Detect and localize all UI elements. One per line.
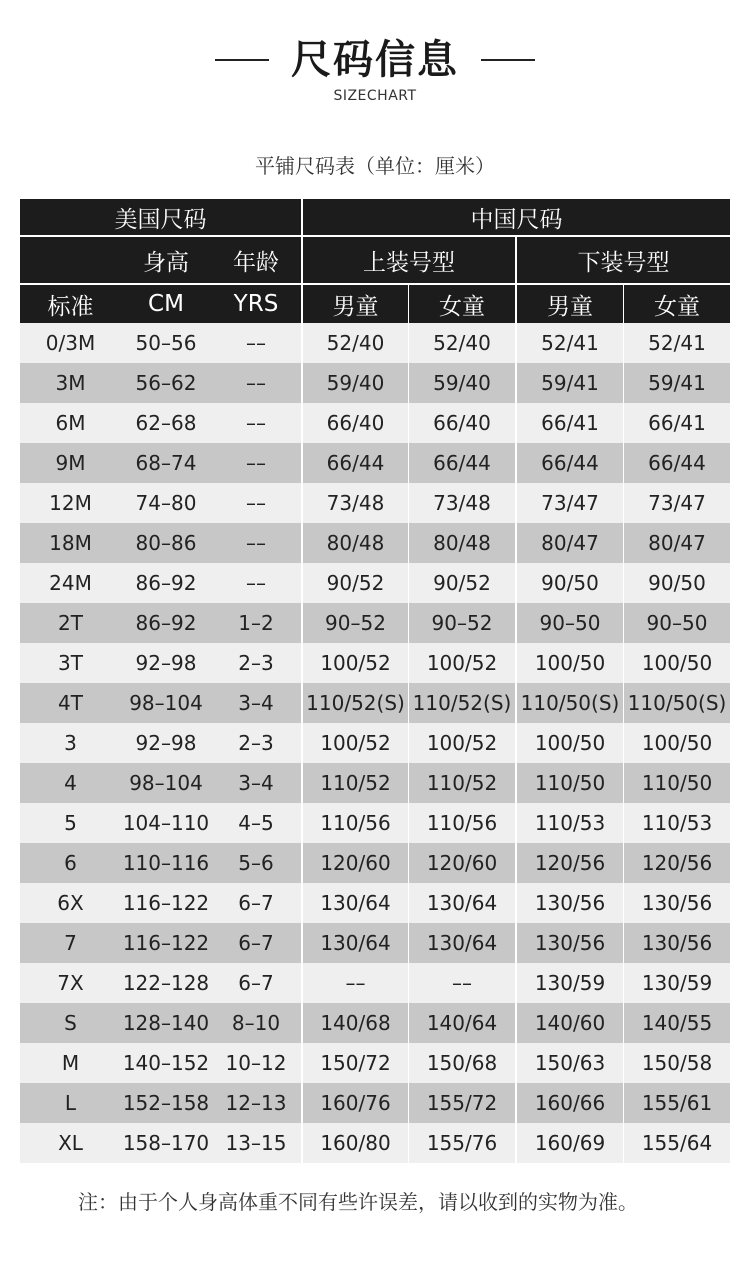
cell-bottom-boy: 80/47 — [515, 523, 623, 563]
cell-top-girl: 59/40 — [408, 363, 515, 403]
cell-bottom-boy: 52/41 — [515, 323, 623, 363]
header-age: 年龄 — [233, 249, 279, 276]
cell-age-yrs: 4–5 — [238, 811, 274, 835]
cell-height-cm: 110–116 — [122, 851, 210, 875]
cell-standard: 24M — [49, 571, 92, 595]
cell-age-yrs: 5–6 — [238, 851, 274, 875]
cell-bottom-girl: 155/61 — [623, 1083, 730, 1123]
cell-bottom-boy: 100/50 — [515, 643, 623, 683]
cell-standard: 3T — [58, 651, 83, 675]
cell-top-boy: 66/40 — [301, 403, 408, 443]
cell-top-girl: 130/64 — [408, 923, 515, 963]
table-row — [20, 963, 730, 1003]
table-row — [20, 643, 730, 683]
cell-age-yrs: 10–12 — [225, 1051, 287, 1075]
cell-bottom-boy: 110/53 — [515, 803, 623, 843]
cell-top-boy: 160/80 — [301, 1123, 408, 1163]
table-row — [20, 883, 730, 923]
cell-bottom-girl: 110/50 — [623, 763, 730, 803]
col-cm: CM — [148, 291, 184, 317]
cell-age-yrs: –– — [246, 491, 266, 515]
cell-bottom-boy: 90/50 — [515, 563, 623, 603]
table-row — [20, 843, 730, 883]
cell-top-girl: –– — [408, 963, 515, 1003]
cell-top-girl: 110/52(S) — [408, 683, 515, 723]
cell-top-boy: 110/56 — [301, 803, 408, 843]
cell-top-boy: 59/40 — [301, 363, 408, 403]
cell-top-boy: 120/60 — [301, 843, 408, 883]
cell-height-cm: 50–56 — [135, 331, 197, 355]
table-row — [20, 683, 730, 723]
cell-height-cm: 116–122 — [122, 931, 210, 955]
cell-height-cm: 74–80 — [135, 491, 197, 515]
cell-bottom-boy: 100/50 — [515, 723, 623, 763]
table-row — [20, 363, 730, 403]
cell-standard: 9M — [55, 451, 86, 475]
cell-top-girl: 130/64 — [408, 883, 515, 923]
col-bottom-boy: 男童 — [515, 285, 623, 323]
cell-bottom-girl: 100/50 — [623, 723, 730, 763]
cell-bottom-girl: 130/56 — [623, 923, 730, 963]
cell-top-boy: 66/44 — [301, 443, 408, 483]
cell-age-yrs: 6–7 — [238, 971, 274, 995]
cell-bottom-girl: 52/41 — [623, 323, 730, 363]
table-row — [20, 443, 730, 483]
cell-bottom-boy: 130/59 — [515, 963, 623, 1003]
header-top-type: 上装号型 — [301, 237, 515, 283]
cell-bottom-girl: 80/47 — [623, 523, 730, 563]
cell-top-girl: 66/40 — [408, 403, 515, 443]
cell-bottom-girl: 59/41 — [623, 363, 730, 403]
table-row — [20, 1083, 730, 1123]
cell-top-boy: –– — [301, 963, 408, 1003]
cell-bottom-girl: 100/50 — [623, 643, 730, 683]
cell-top-boy: 100/52 — [301, 723, 408, 763]
cell-standard: 6X — [57, 891, 84, 915]
cell-top-girl: 120/60 — [408, 843, 515, 883]
cell-bottom-girl: 130/59 — [623, 963, 730, 1003]
cell-bottom-girl: 140/55 — [623, 1003, 730, 1043]
cell-top-girl: 110/52 — [408, 763, 515, 803]
cell-age-yrs: –– — [246, 531, 266, 555]
cell-bottom-boy: 150/63 — [515, 1043, 623, 1083]
cell-top-girl: 110/56 — [408, 803, 515, 843]
cell-bottom-boy: 110/50 — [515, 763, 623, 803]
cell-top-boy: 90–52 — [301, 603, 408, 643]
cell-age-yrs: 2–3 — [238, 731, 274, 755]
cell-age-yrs: –– — [246, 411, 266, 435]
cell-bottom-girl: 90–50 — [623, 603, 730, 643]
cell-top-boy: 52/40 — [301, 323, 408, 363]
header-blank — [20, 237, 121, 283]
cell-bottom-boy: 160/66 — [515, 1083, 623, 1123]
cell-bottom-boy: 59/41 — [515, 363, 623, 403]
cell-standard: 6 — [64, 851, 77, 875]
cell-height-cm: 92–98 — [135, 651, 197, 675]
cell-bottom-boy: 140/60 — [515, 1003, 623, 1043]
cell-top-girl: 155/72 — [408, 1083, 515, 1123]
header-height: 身高 — [143, 249, 189, 276]
cell-height-cm: 68–74 — [135, 451, 197, 475]
cell-top-girl: 150/68 — [408, 1043, 515, 1083]
cell-top-girl: 66/44 — [408, 443, 515, 483]
header-row-sub — [20, 235, 730, 283]
cell-standard: L — [64, 1091, 77, 1115]
cell-age-yrs: 12–13 — [225, 1091, 287, 1115]
cell-age-yrs: 6–7 — [238, 891, 274, 915]
table-caption: 平铺尺码表（单位：厘米） — [255, 154, 495, 178]
page-title: 尺码信息 — [291, 37, 459, 83]
cell-bottom-girl: 155/64 — [623, 1123, 730, 1163]
cell-top-girl: 73/48 — [408, 483, 515, 523]
cell-height-cm: 92–98 — [135, 731, 197, 755]
cell-top-boy: 160/76 — [301, 1083, 408, 1123]
table-row — [20, 1003, 730, 1043]
cell-top-boy: 130/64 — [301, 923, 408, 963]
cell-height-cm: 152–158 — [122, 1091, 210, 1115]
table-row — [20, 483, 730, 523]
col-top-boy: 男童 — [301, 285, 408, 323]
table-row — [20, 403, 730, 443]
cell-height-cm: 116–122 — [122, 891, 210, 915]
cell-bottom-girl: 66/41 — [623, 403, 730, 443]
col-top-girl: 女童 — [408, 285, 515, 323]
cell-age-yrs: 2–3 — [238, 651, 274, 675]
title-block — [0, 36, 750, 84]
cell-standard: S — [64, 1011, 77, 1035]
col-bottom-girl: 女童 — [623, 285, 730, 323]
cell-height-cm: 86–92 — [135, 571, 197, 595]
cell-top-boy: 150/72 — [301, 1043, 408, 1083]
cell-standard: 4 — [64, 771, 77, 795]
cell-age-yrs: –– — [246, 371, 266, 395]
col-yrs: YRS — [233, 291, 279, 317]
cell-top-girl: 100/52 — [408, 643, 515, 683]
cell-age-yrs: –– — [246, 331, 266, 355]
cell-top-boy: 73/48 — [301, 483, 408, 523]
cell-top-girl: 90/52 — [408, 563, 515, 603]
table-row — [20, 563, 730, 603]
cell-bottom-girl: 130/56 — [623, 883, 730, 923]
cell-top-girl: 155/76 — [408, 1123, 515, 1163]
cell-standard: 12M — [49, 491, 92, 515]
cell-bottom-boy: 73/47 — [515, 483, 623, 523]
cell-height-cm: 104–110 — [122, 811, 210, 835]
title-right-rule — [481, 59, 535, 61]
col-standard: 标准 — [47, 293, 94, 320]
cell-height-cm: 62–68 — [135, 411, 197, 435]
cell-bottom-girl: 73/47 — [623, 483, 730, 523]
cell-standard: XL — [58, 1131, 83, 1155]
header-us-size: 美国尺码 — [114, 206, 207, 233]
cell-top-boy: 100/52 — [301, 643, 408, 683]
cell-age-yrs: 3–4 — [238, 771, 274, 795]
cell-bottom-boy: 90–50 — [515, 603, 623, 643]
page-subtitle: SIZECHART — [333, 88, 417, 104]
cell-age-yrs: 3–4 — [238, 691, 274, 715]
cell-bottom-boy: 130/56 — [515, 883, 623, 923]
cell-standard: 2T — [58, 611, 83, 635]
table-row — [20, 1043, 730, 1083]
cell-height-cm: 98–104 — [129, 771, 203, 795]
header-row-columns — [20, 283, 730, 323]
table-row — [20, 323, 730, 363]
table-row — [20, 803, 730, 843]
cell-bottom-boy: 120/56 — [515, 843, 623, 883]
cell-standard: 5 — [64, 811, 77, 835]
cell-standard: 3 — [64, 731, 77, 755]
cell-age-yrs: 1–2 — [238, 611, 274, 635]
cell-bottom-girl: 120/56 — [623, 843, 730, 883]
cell-height-cm: 80–86 — [135, 531, 197, 555]
table-body — [20, 323, 730, 1163]
cell-height-cm: 140–152 — [122, 1051, 210, 1075]
cell-top-boy: 110/52(S) — [301, 683, 408, 723]
cell-standard: 6M — [55, 411, 86, 435]
cell-standard: 18M — [49, 531, 92, 555]
cell-height-cm: 56–62 — [135, 371, 197, 395]
cell-standard: 0/3M — [45, 331, 96, 355]
cell-age-yrs: 8–10 — [231, 1011, 281, 1035]
cell-standard: 7 — [64, 931, 77, 955]
cell-age-yrs: 6–7 — [238, 931, 274, 955]
cell-standard: 4T — [58, 691, 83, 715]
cell-height-cm: 158–170 — [122, 1131, 210, 1155]
header-row-groups — [20, 199, 730, 235]
cell-age-yrs: –– — [246, 571, 266, 595]
table-row — [20, 1123, 730, 1163]
cell-height-cm: 86–92 — [135, 611, 197, 635]
cell-top-boy: 80/48 — [301, 523, 408, 563]
size-chart-table — [20, 199, 730, 1163]
cell-height-cm: 122–128 — [122, 971, 210, 995]
cell-standard: 3M — [55, 371, 86, 395]
cell-height-cm: 98–104 — [129, 691, 203, 715]
cell-bottom-girl: 66/44 — [623, 443, 730, 483]
cell-top-boy: 140/68 — [301, 1003, 408, 1043]
cell-age-yrs: –– — [246, 451, 266, 475]
table-row — [20, 523, 730, 563]
cell-age-yrs: 13–15 — [225, 1131, 287, 1155]
footer-note: 注：由于个人身高体重不同有些许误差，请以收到的实物为准。 — [78, 1190, 638, 1214]
cell-top-boy: 130/64 — [301, 883, 408, 923]
cell-bottom-girl: 110/50(S) — [623, 683, 730, 723]
header-cn-size: 中国尺码 — [301, 199, 730, 235]
header-bottom-type: 下装号型 — [515, 237, 730, 283]
table-row — [20, 603, 730, 643]
table-row — [20, 723, 730, 763]
cell-top-boy: 90/52 — [301, 563, 408, 603]
cell-top-girl: 80/48 — [408, 523, 515, 563]
cell-top-boy: 110/52 — [301, 763, 408, 803]
cell-bottom-boy: 110/50(S) — [515, 683, 623, 723]
cell-top-girl: 140/64 — [408, 1003, 515, 1043]
cell-bottom-boy: 130/56 — [515, 923, 623, 963]
cell-bottom-girl: 110/53 — [623, 803, 730, 843]
title-left-rule — [215, 59, 269, 61]
cell-top-girl: 90–52 — [408, 603, 515, 643]
cell-height-cm: 128–140 — [122, 1011, 210, 1035]
cell-bottom-boy: 66/44 — [515, 443, 623, 483]
table-row — [20, 923, 730, 963]
cell-bottom-boy: 66/41 — [515, 403, 623, 443]
cell-top-girl: 100/52 — [408, 723, 515, 763]
cell-bottom-girl: 150/58 — [623, 1043, 730, 1083]
cell-bottom-boy: 160/69 — [515, 1123, 623, 1163]
cell-top-girl: 52/40 — [408, 323, 515, 363]
cell-standard: M — [61, 1051, 80, 1075]
table-row — [20, 763, 730, 803]
cell-standard: 7X — [57, 971, 84, 995]
cell-bottom-girl: 90/50 — [623, 563, 730, 603]
